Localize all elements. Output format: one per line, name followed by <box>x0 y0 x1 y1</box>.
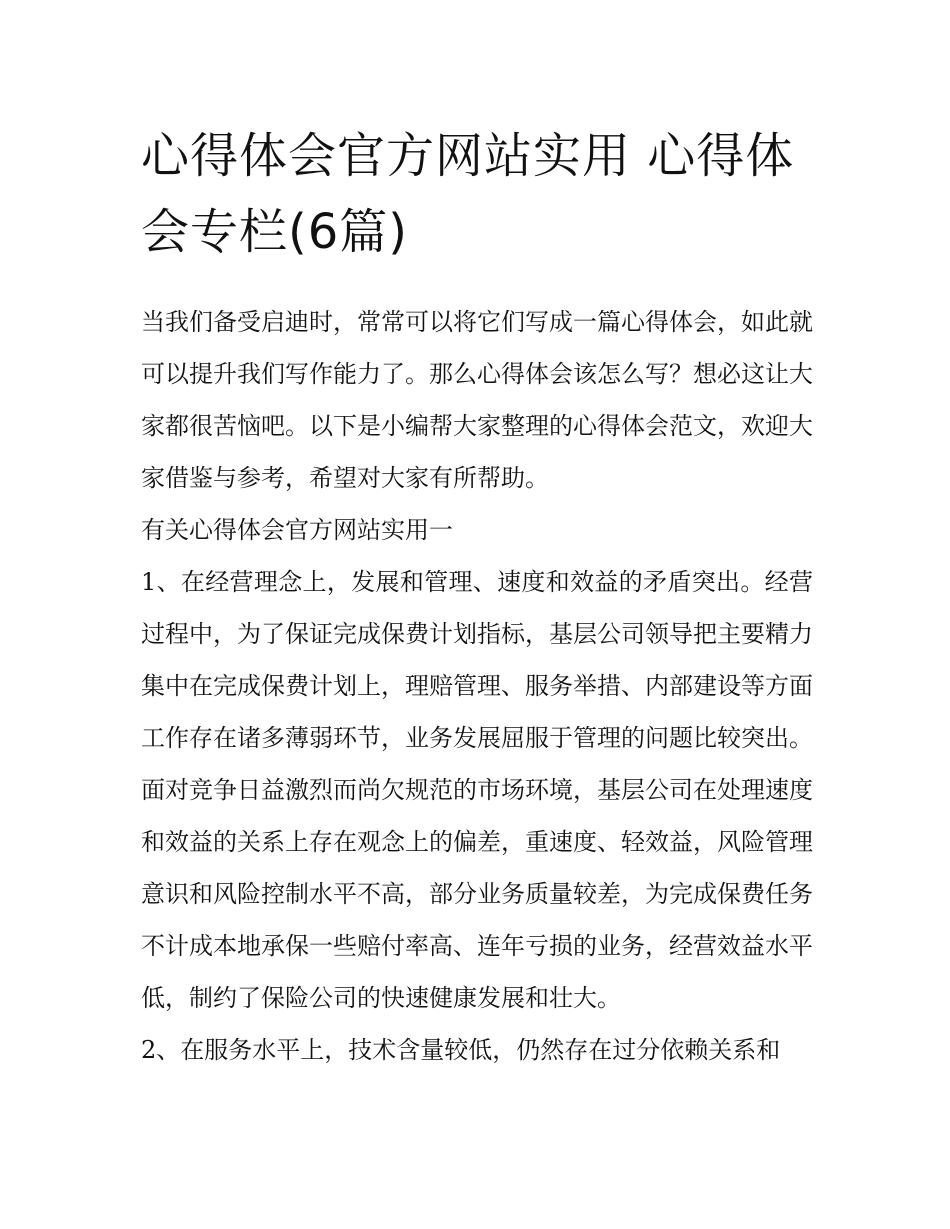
intro-paragraph: 当我们备受启迪时，常常可以将它们写成一篇心得体会，如此就可以提升我们写作能力了。那么心得体会该怎么写？想必这让大家都很苦恼吧。以下是小编帮大家整理的心得体会范文，欢迎大家借鉴与参考，希望对大家有所帮助。 <box>141 308 813 492</box>
body-paragraph-2: 2、在服务水平上，技术含量较低，仍然存在过分依赖关系和 <box>141 1036 781 1064</box>
document-title: 心得体会官方网站实用 心得体会专栏(6篇) <box>141 128 795 260</box>
document-body <box>141 118 813 1076</box>
body-paragraph-1: 1、在经营理念上，发展和管理、速度和效益的矛盾突出。经营过程中，为了保证完成保费计划指标，基层公司领导把主要精力集中在完成保费计划上，理赔管理、服务举措、内部建设等方面工作存在诸多薄弱环节，业务发展屈服于管理的问题比较突出。面对竞争日益激烈而尚欠规范的市场环境，基层公司在处理速度和效益的关系上存在观念上的偏差，重速度、轻效益，风险管理意识和风险控制水平不高，部分业务质量较差，为完成保费任务不计成本地承保一些赔付率高、连年亏损的业务，经营效益水平低，制约了保险公司的快速健康发展和壮大。 <box>141 568 813 1012</box>
section-heading: 有关心得体会官方网站实用一 <box>141 516 453 544</box>
